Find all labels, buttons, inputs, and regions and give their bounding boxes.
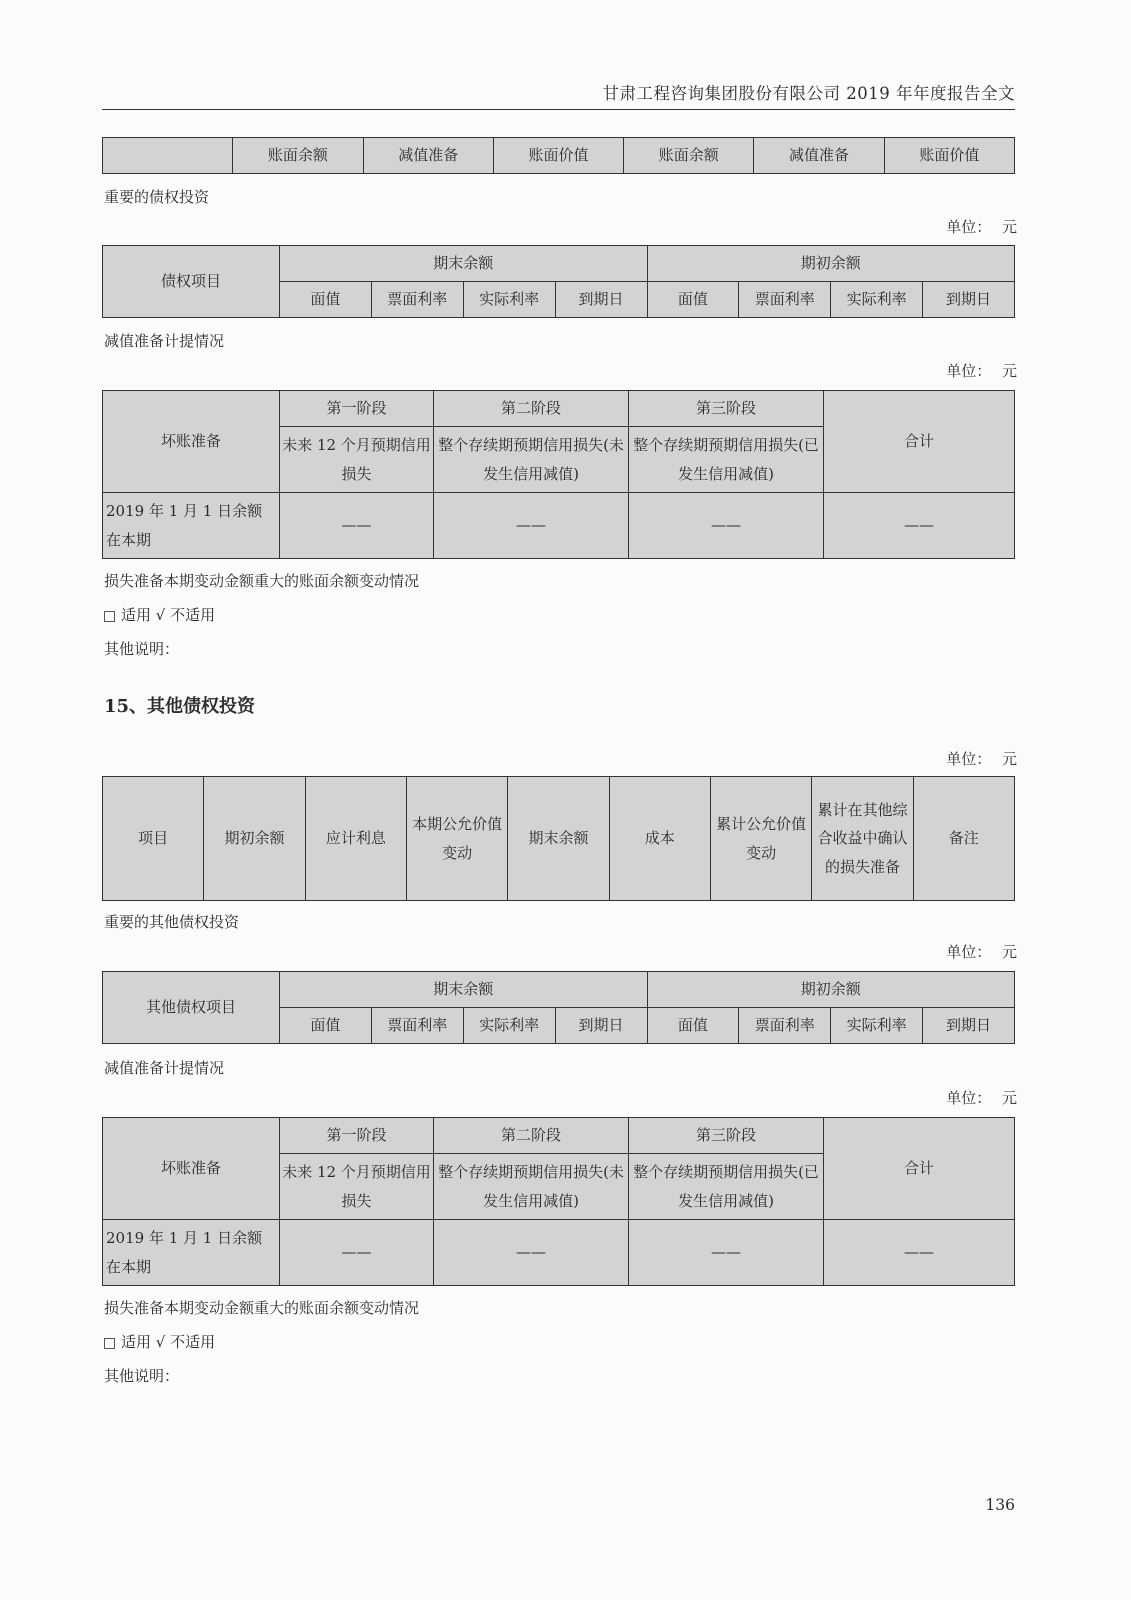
- period-begin-header: 期初余额: [647, 246, 1015, 282]
- sub-header: 实际利率: [463, 282, 555, 318]
- table-cell: ——: [280, 493, 434, 559]
- table-cell: 减值准备: [363, 138, 493, 174]
- stage2-header: 第二阶段: [434, 391, 629, 427]
- page-number: 136: [985, 1496, 1015, 1514]
- continued-table-header: [102, 137, 1015, 174]
- stage2-desc: 整个存续期预期信用损失(未发生信用减值): [434, 1154, 629, 1220]
- sub-header: 票面利率: [739, 1008, 831, 1044]
- column-header: 本期公允价值变动: [406, 777, 507, 901]
- column-header: 累计在其他综合收益中确认的损失准备: [812, 777, 913, 901]
- table-cell: ——: [629, 1220, 824, 1286]
- total-header: 合计: [824, 1118, 1015, 1220]
- applicable-label: 适用 √ 不适用: [121, 1333, 216, 1351]
- sub-header: 面值: [647, 282, 739, 318]
- unit-label: 单位： 元: [946, 1089, 1017, 1107]
- table-cell: 账面余额: [233, 138, 363, 174]
- period-end-header: 期末余额: [280, 972, 648, 1008]
- applicable-label: 适用 √ 不适用: [121, 606, 216, 624]
- impairment-title: 减值准备计提情况: [104, 1059, 225, 1077]
- stage1-header: 第一阶段: [280, 391, 434, 427]
- column-header: 备注: [913, 777, 1014, 901]
- important-debt-investment-title: 重要的债权投资: [104, 188, 210, 206]
- stage1-header: 第一阶段: [280, 1118, 434, 1154]
- stage3-header: 第三阶段: [629, 391, 824, 427]
- loss-provision-change-note: 损失准备本期变动金额重大的账面余额变动情况: [104, 572, 420, 590]
- sub-header: 到期日: [555, 1008, 647, 1044]
- table-cell: ——: [824, 493, 1015, 559]
- period-begin-header: 期初余额: [647, 972, 1015, 1008]
- total-header: 合计: [824, 391, 1015, 493]
- sub-header: 实际利率: [831, 1008, 923, 1044]
- stage1-desc: 未来 12 个月预期信用损失: [280, 1154, 434, 1220]
- table-cell: 账面价值: [884, 138, 1014, 174]
- column-header: 应计利息: [305, 777, 406, 901]
- debt-item-header: 其他债权项目: [103, 972, 280, 1044]
- table-cell: [103, 138, 233, 174]
- period-end-header: 期末余额: [280, 246, 648, 282]
- column-header: 成本: [609, 777, 710, 901]
- unit-label: 单位： 元: [946, 362, 1017, 380]
- column-header: 项目: [103, 777, 204, 901]
- sub-header: 面值: [280, 282, 372, 318]
- stage3-header: 第三阶段: [629, 1118, 824, 1154]
- applicable-option: [104, 1331, 215, 1352]
- column-header: 累计公允价值变动: [710, 777, 811, 901]
- table-cell: 减值准备: [754, 138, 884, 174]
- other-debt-items-table: [102, 971, 1015, 1044]
- table-cell: ——: [434, 1220, 629, 1286]
- unit-label: 单位： 元: [946, 218, 1017, 236]
- sub-header: 票面利率: [371, 1008, 463, 1044]
- table-cell: 账面价值: [493, 138, 623, 174]
- impairment-table: [102, 390, 1015, 559]
- table-cell: ——: [629, 493, 824, 559]
- table-cell: ——: [824, 1220, 1015, 1286]
- impairment-title: 减值准备计提情况: [104, 332, 225, 350]
- row-label: 2019 年 1 月 1 日余额在本期: [103, 1220, 280, 1286]
- row-label: 2019 年 1 月 1 日余额在本期: [103, 493, 280, 559]
- impairment-table: [102, 1117, 1015, 1286]
- table-cell: ——: [280, 1220, 434, 1286]
- other-note: 其他说明：: [104, 1367, 180, 1385]
- sub-header: 到期日: [923, 282, 1015, 318]
- header-divider: [102, 109, 1015, 110]
- sub-header: 到期日: [555, 282, 647, 318]
- stage1-desc: 未来 12 个月预期信用损失: [280, 427, 434, 493]
- bad-debt-header: 坏账准备: [103, 391, 280, 493]
- debt-item-header: 债权项目: [103, 246, 280, 318]
- table-cell: ——: [434, 493, 629, 559]
- unit-label: 单位： 元: [946, 943, 1017, 961]
- sub-header: 票面利率: [371, 282, 463, 318]
- important-other-debt-title: 重要的其他债权投资: [104, 913, 240, 931]
- report-header-title: 甘肃工程咨询集团股份有限公司 2019 年年度报告全文: [602, 84, 1015, 103]
- table-cell: 账面余额: [624, 138, 754, 174]
- sub-header: 票面利率: [739, 282, 831, 318]
- sub-header: 面值: [280, 1008, 372, 1044]
- applicable-option: [104, 604, 215, 625]
- stage2-header: 第二阶段: [434, 1118, 629, 1154]
- other-debt-investment-table: [102, 776, 1015, 901]
- checkbox-icon: [104, 1338, 115, 1349]
- stage2-desc: 整个存续期预期信用损失(未发生信用减值): [434, 427, 629, 493]
- other-note: 其他说明：: [104, 640, 180, 658]
- loss-provision-change-note: 损失准备本期变动金额重大的账面余额变动情况: [104, 1299, 420, 1317]
- sub-header: 面值: [647, 1008, 739, 1044]
- sub-header: 实际利率: [463, 1008, 555, 1044]
- column-header: 期末余额: [508, 777, 609, 901]
- column-header: 期初余额: [204, 777, 305, 901]
- unit-label: 单位： 元: [946, 750, 1017, 768]
- section-heading: 15、其他债权投资: [104, 696, 256, 717]
- checkbox-icon: [104, 611, 115, 622]
- sub-header: 到期日: [923, 1008, 1015, 1044]
- sub-header: 实际利率: [831, 282, 923, 318]
- bad-debt-header: 坏账准备: [103, 1118, 280, 1220]
- stage3-desc: 整个存续期预期信用损失(已发生信用减值): [629, 427, 824, 493]
- stage3-desc: 整个存续期预期信用损失(已发生信用减值): [629, 1154, 824, 1220]
- debt-investment-table: [102, 245, 1015, 318]
